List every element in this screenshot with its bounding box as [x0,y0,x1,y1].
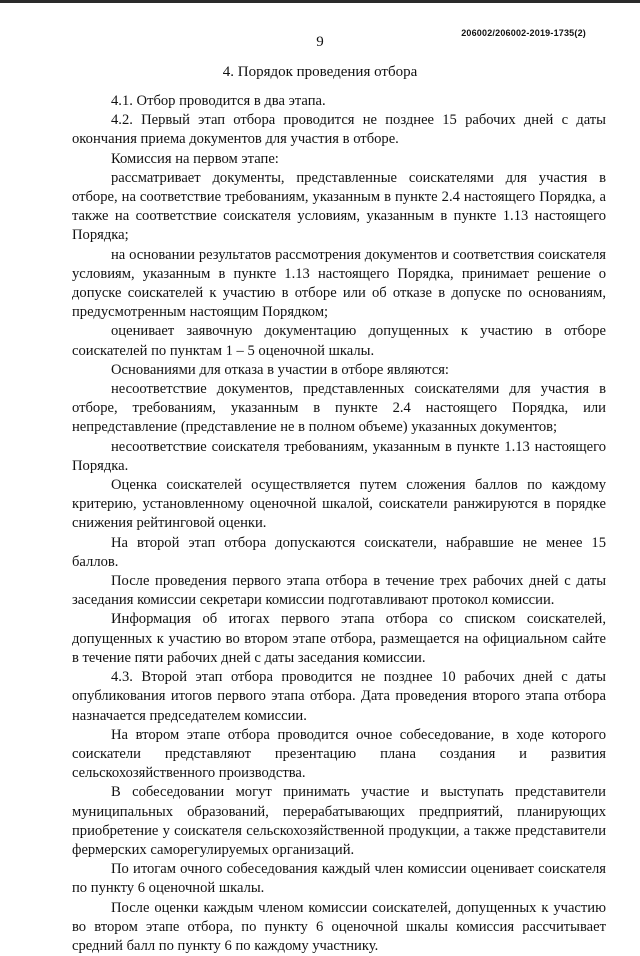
paragraph-4-2: 4.2. Первый этап отбора проводится не позднее 15 рабочих дней с даты окончания приема документов для участия в отборе. [72,112,606,148]
paragraph-second-stage-admission: На второй этап отбора допускаются соискатели, набравшие не менее 15 баллов. [72,534,606,570]
paragraph-4-1: 4.1. Отбор проводится в два этапа. [111,93,326,109]
paragraph-evaluates-application: оценивает заявочную документацию допущенных к участию в отборе соискателей по пунктам 1 – 5 оценочной шкалы. [72,323,606,359]
paragraph-results-publication: Информация об итогах первого этапа отбора со списком соискателей, допущенных к участию во втором этапе отбора, размещается на официальном сайте в течение пяти рабочих дней с даты заседания комиссии. [72,611,606,666]
paragraph-protocol: После проведения первого этапа отбора в течение трех рабочих дней с даты заседания комиссии секретари комиссии подготавливают протокол комиссии. [72,573,606,609]
paragraph-refusal-documents: несоответствие документов, представленных соискателями для участия в отборе, требованиям, указанным в пункте 2.4 настоящего Порядка, или непредставление (представление не в полном объеме) указанных документов; [72,381,606,436]
paragraph-scoring: Оценка соискателей осуществляется путем сложения баллов по каждому критерию, установленному оценочной шкалой, соискатели ранжируются в порядке снижения рейтинговой оценки. [72,477,606,532]
paragraph-interview: На втором этапе отбора проводится очное собеседование, в ходе которого соискатели представляют презентацию плана создания и развития сельскохозяйственного производства. [72,726,606,782]
paragraph-member-evaluation: По итогам очного собеседования каждый член комиссии оценивает соискателя по пункту 6 оценочной шкалы. [72,861,606,897]
paragraph-interview-participants: В собеседовании могут принимать участие и выступать представители муниципальных образований, перерабатывающих предприятий, планирующих приобретение у соискателя сельскохозяйственной продукции, а также представители фермерских саморегулируемых организаций. [72,784,606,858]
paragraph-refusal-grounds: Основаниями для отказа в участии в отборе являются: [111,361,449,378]
paragraph-average-score: После оценки каждым членом комиссии соискателей, допущенных к участию во втором этапе отбора, по пункту 6 оценочной шкалы комиссия рассчитывает средний балл по пункту 6 по каждому участнику. [72,899,606,954]
document-id: 206002/206002-2019-1735(2) [461,28,586,38]
page-top-border [0,0,640,3]
paragraph-reviews-documents: рассматривает документы, представленные соискателями для участия в отборе, на соответствие требованиям, указанным в пункте 2.4 настоящего Порядка, а также на соответствие соискателя условиям, указанным в пункте 1.13 настоящего Порядка; [72,169,606,244]
page-number: 9 [316,34,324,50]
paragraph-4-3: 4.3. Второй этап отбора проводится не позднее 10 рабочих дней с даты опубликования итогов первого этапа отбора. Дата проведения второго этапа отбора назначается председателем комиссии. [72,669,606,724]
paragraph-admission-decision: на основании результатов рассмотрения документов и соответствия соискателя условиям, указанным в пункте 1.13 настоящего Порядка, принимает решение о допуске соискателей к участию в отборе или об отказе в допуске по основаниям, предусмотренным настоящим Порядком; [72,246,606,321]
paragraph-refusal-requirements: несоответствие соискателя требованиям, указанным в пункте 1.13 настоящего Порядка. [72,438,606,474]
section-title: 4. Порядок проведения отбора [222,64,418,80]
document-body [72,92,606,956]
paragraph-commission-first-stage: Комиссия на первом этапе: [111,150,279,167]
